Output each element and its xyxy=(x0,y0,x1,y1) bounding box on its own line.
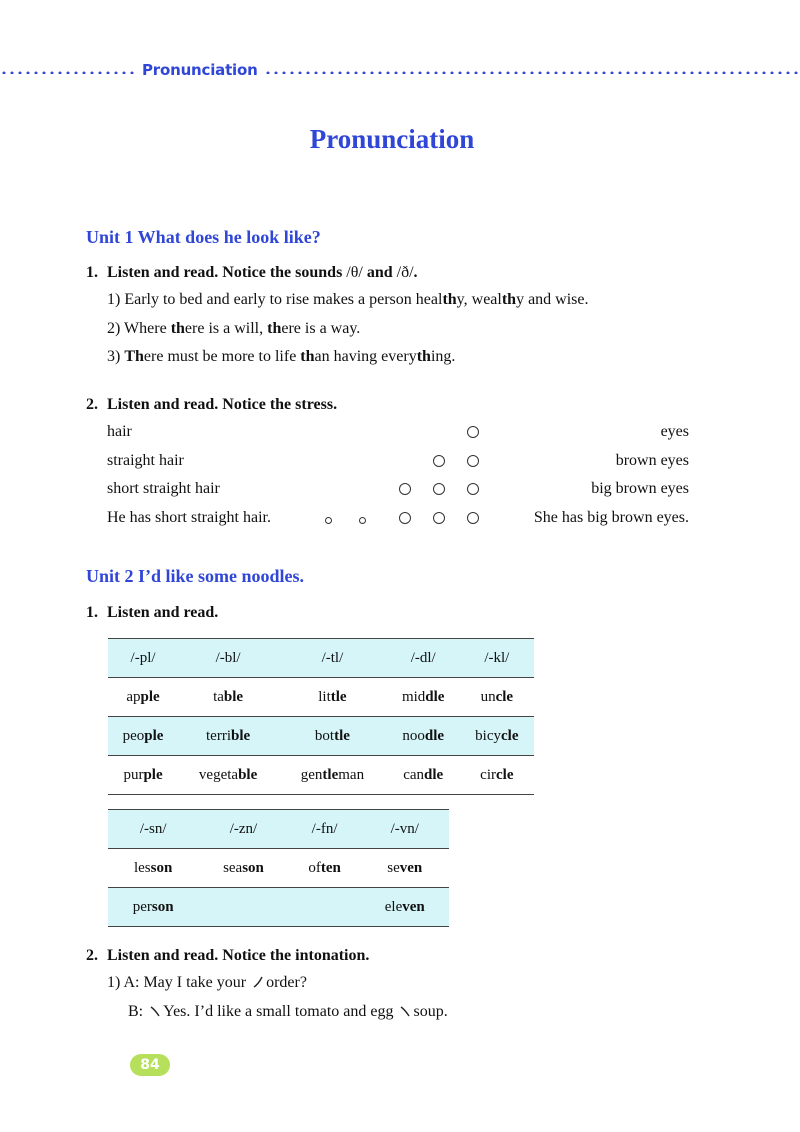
word-cell xyxy=(178,678,278,717)
sentence-highlight: th xyxy=(300,348,315,365)
sentence-segment: ere must be more to life xyxy=(143,348,301,365)
word-segment: of xyxy=(308,859,321,876)
word-segment: sea xyxy=(223,859,243,876)
stress-circle xyxy=(467,512,479,524)
sound-header: /-bl/ xyxy=(178,639,278,678)
word-highlight: cle xyxy=(501,727,519,744)
word-cell xyxy=(278,756,387,795)
sentence-segment: an having every xyxy=(314,348,417,365)
word-segment: un xyxy=(480,688,496,705)
word-segment: gen xyxy=(300,766,323,783)
sound-symbol: /ð/ xyxy=(396,264,414,281)
stress-circle xyxy=(467,426,479,438)
unit2-title: Unit 2 I’d like some noodles. xyxy=(86,566,305,586)
word-cell xyxy=(387,756,460,795)
table-header-row xyxy=(108,639,534,678)
word-highlight: cle xyxy=(495,688,514,705)
word-highlight: dle xyxy=(425,688,445,705)
word-cell xyxy=(460,756,534,795)
word-cell xyxy=(108,849,198,888)
instruction-text: Listen and read. Notice the stress. xyxy=(107,396,338,413)
unit2-ex1-instruction xyxy=(86,604,218,622)
word-highlight: tle xyxy=(330,688,347,705)
item-number: 1) xyxy=(107,291,125,308)
falling-arrow-icon xyxy=(399,1004,411,1018)
stress-left-4: He has short straight hair. xyxy=(107,509,271,526)
sentence-1 xyxy=(107,291,589,309)
word-cell xyxy=(178,756,278,795)
dialog-a-text: A: May I take your xyxy=(123,974,247,991)
word-highlight: cle xyxy=(496,766,514,783)
unstressed-circle xyxy=(325,517,332,524)
word-cell xyxy=(289,888,361,927)
ex-number: 1. xyxy=(86,604,98,621)
word-highlight: dle xyxy=(424,727,445,744)
page-number: 84 xyxy=(130,1054,170,1076)
word-segment: mid xyxy=(401,688,426,705)
instruction-period: . xyxy=(413,264,418,281)
word-segment: noo xyxy=(402,727,425,744)
word-highlight: tle xyxy=(322,766,339,783)
ex-number: 1. xyxy=(86,264,98,281)
word-highlight: tle xyxy=(334,727,350,744)
word-highlight: ble xyxy=(223,688,244,705)
sound-header: /-vn/ xyxy=(361,810,449,849)
sound-header: /-tl/ xyxy=(278,639,387,678)
ex-number: 2. xyxy=(86,396,98,413)
unit1-ex2-instruction xyxy=(86,396,337,414)
sound-header: /-fn/ xyxy=(289,810,361,849)
table-row xyxy=(108,849,449,888)
word-segment: ele xyxy=(384,898,403,915)
stress-right-4: She has big brown eyes. xyxy=(533,509,689,526)
word-highlight: ble xyxy=(230,727,251,744)
sentence-highlight: th xyxy=(501,291,517,308)
item-number: 1) xyxy=(107,974,121,991)
table-row xyxy=(108,756,534,795)
word-cell xyxy=(278,717,387,756)
sentence-2 xyxy=(107,320,360,338)
stress-left-3: short straight hair xyxy=(107,480,220,497)
unit1-ex1-instruction xyxy=(86,264,418,282)
sound-header: /-dl/ xyxy=(387,639,460,678)
header-dots-left xyxy=(0,71,136,74)
item-number: 3) xyxy=(107,348,125,365)
word-highlight: ven xyxy=(402,898,425,915)
word-segment: peo xyxy=(122,727,145,744)
word-cell xyxy=(460,717,534,756)
word-highlight: ple xyxy=(144,727,164,744)
word-segment: lit xyxy=(318,688,331,705)
word-highlight: ple xyxy=(143,766,163,783)
word-highlight: ple xyxy=(140,688,160,705)
sentence-segment: ere is a way. xyxy=(281,320,361,337)
instruction-text: Listen and read. Notice the intonation. xyxy=(107,947,370,964)
word-segment: vegeta xyxy=(198,766,239,783)
word-highlight: ble xyxy=(238,766,258,783)
dialog-a-text-end: order? xyxy=(266,974,307,991)
word-segment: man xyxy=(338,766,365,783)
stress-circle xyxy=(399,512,411,524)
word-segment: bot xyxy=(314,727,335,744)
word-cell xyxy=(108,756,178,795)
intonation-line-b xyxy=(128,1003,448,1021)
word-segment: ap xyxy=(126,688,141,705)
word-segment: terri xyxy=(206,727,231,744)
stress-circle xyxy=(433,455,445,467)
word-segment: can xyxy=(403,766,425,783)
word-cell xyxy=(108,888,198,927)
sound-header: /-zn/ xyxy=(198,810,288,849)
page-title: Pronunciation xyxy=(309,124,475,154)
word-segment: pur xyxy=(123,766,144,783)
sentence-highlight: th xyxy=(267,320,282,337)
header-label: Pronunciation xyxy=(142,61,258,79)
sentence-3 xyxy=(107,348,455,366)
sentence-highlight: th xyxy=(170,320,185,337)
sentence-highlight: th xyxy=(442,291,457,308)
word-highlight: son xyxy=(242,859,264,876)
word-highlight: son xyxy=(150,859,173,876)
word-highlight: dle xyxy=(424,766,444,783)
sentence-segment: y and wise. xyxy=(516,291,589,308)
word-cell xyxy=(289,849,361,888)
unit1-title: Unit 1 What does he look like? xyxy=(86,227,321,247)
stress-left-1: hair xyxy=(107,423,132,440)
word-segment: cir xyxy=(480,766,496,783)
word-cell xyxy=(198,849,288,888)
sentence-highlight: th xyxy=(416,348,431,365)
dialog-b-text: Yes. I’d like a small tomato and egg xyxy=(163,1003,394,1020)
falling-arrow-icon xyxy=(149,1004,161,1018)
unit2-ex2-instruction xyxy=(86,947,369,965)
stress-left-2: straight hair xyxy=(107,452,184,469)
stress-right-2: brown eyes xyxy=(615,452,689,469)
table-header-row xyxy=(108,810,449,849)
dialog-b-text-end: soup. xyxy=(413,1003,448,1020)
stress-right-3: big brown eyes xyxy=(591,480,689,497)
sentence-segment: ing. xyxy=(430,348,456,365)
stress-circle xyxy=(467,455,479,467)
word-cell xyxy=(178,717,278,756)
table-row xyxy=(108,888,449,927)
sentence-segment: Where xyxy=(124,320,171,337)
sentence-segment: Early to bed and early to rise makes a person heal xyxy=(124,291,443,308)
word-segment: ta xyxy=(213,688,224,705)
word-highlight: son xyxy=(151,898,174,915)
sound-header: /-sn/ xyxy=(108,810,198,849)
sound-header: /-pl/ xyxy=(108,639,178,678)
word-table-2 xyxy=(108,809,449,927)
table-row xyxy=(108,678,534,717)
sound-symbol: /θ/ xyxy=(346,264,363,281)
sound-header: /-kl/ xyxy=(460,639,534,678)
word-cell xyxy=(198,888,288,927)
word-segment: se xyxy=(387,859,400,876)
unstressed-circle xyxy=(359,517,366,524)
instruction-text: Listen and read. Notice the sounds xyxy=(107,264,347,281)
item-number: 2) xyxy=(107,320,125,337)
instruction-text: Listen and read. xyxy=(107,604,219,621)
word-cell xyxy=(108,678,178,717)
word-segment: bicy xyxy=(475,727,501,744)
word-cell xyxy=(278,678,387,717)
table-row xyxy=(108,717,534,756)
word-segment: per xyxy=(132,898,152,915)
word-cell xyxy=(361,888,449,927)
word-segment: les xyxy=(133,859,151,876)
rising-arrow-icon xyxy=(252,975,264,989)
ex-number: 2. xyxy=(86,947,98,964)
intonation-line-a xyxy=(107,974,307,992)
stress-circle xyxy=(433,512,445,524)
word-cell xyxy=(361,849,449,888)
word-highlight: ven xyxy=(399,859,423,876)
instruction-and: and xyxy=(362,264,397,281)
sentence-segment: y, weal xyxy=(456,291,502,308)
sentence-segment: ere is a will, xyxy=(184,320,268,337)
stress-circle xyxy=(433,483,445,495)
stress-right-1: eyes xyxy=(660,423,689,440)
sentence-highlight: Th xyxy=(124,348,144,365)
word-cell xyxy=(108,717,178,756)
word-cell xyxy=(387,717,460,756)
speaker-b-label: B: xyxy=(128,1003,144,1020)
stress-circle xyxy=(399,483,411,495)
word-table-1 xyxy=(108,638,534,795)
stress-circle xyxy=(467,483,479,495)
word-cell xyxy=(460,678,534,717)
word-highlight: ten xyxy=(320,859,341,876)
header-dots-right xyxy=(264,71,800,74)
word-cell xyxy=(387,678,460,717)
